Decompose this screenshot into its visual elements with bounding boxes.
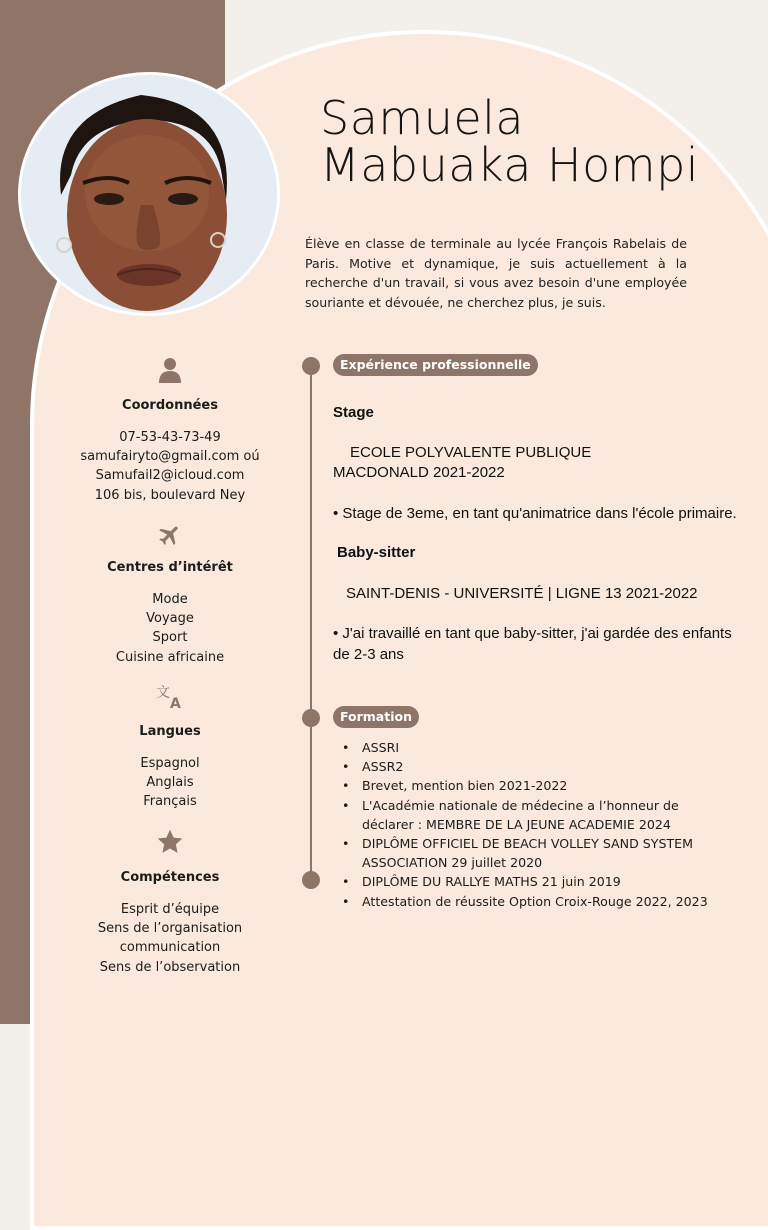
formation-item: • L'Académie nationale de médecine a l’honneur de déclarer : MEMBRE DE LA JEUNE ACADEMIE 2024: [342, 796, 722, 834]
first-name: Samuela: [320, 91, 525, 145]
skill-item: communication: [119, 940, 221, 956]
interest-item: Sport: [152, 630, 188, 646]
job-place-date: MACDONALD 2021-2022: [333, 464, 505, 481]
email-primary: samufairyto@gmail.com oú: [80, 449, 260, 465]
interests-title: Centres d’intérêt: [107, 560, 233, 575]
job-title: Stage: [333, 404, 374, 421]
job-place: SAINT-DENIS - UNIVERSITÉ | LIGNE 13 2021-2022: [346, 585, 698, 602]
job-title: Baby-sitter: [337, 544, 416, 561]
language-item: Anglais: [146, 775, 194, 791]
last-name: Mabuaka Hompi: [320, 138, 700, 192]
translate-icon: [156, 684, 184, 710]
timeline-dot: [302, 709, 320, 727]
star-icon: [156, 828, 184, 856]
formation-item: • Attestation de réussite Option Croix-Rouge 2022, 2023: [342, 892, 722, 911]
formation-item: • DIPLÔME DU RALLYE MATHS 21 juin 2019: [342, 872, 722, 891]
person-icon: [158, 356, 182, 384]
experience-heading: Expérience professionnelle: [333, 354, 538, 376]
skill-item: Esprit d’équipe: [120, 902, 220, 917]
timeline-line: [310, 366, 312, 880]
phone-number: 07-53-43-73-49: [119, 430, 221, 445]
address: 106 bis, boulevard Ney: [94, 487, 246, 503]
timeline-dot: [302, 357, 320, 375]
timeline-dot: [302, 871, 320, 889]
airplane-icon: [157, 522, 183, 548]
languages-title: Langues: [139, 724, 201, 739]
interest-item: Voyage: [146, 611, 194, 627]
svg-text:A: A: [170, 696, 181, 710]
profile-photo: [18, 72, 280, 316]
formation-list: [342, 738, 722, 911]
interest-item: Cuisine africaine: [115, 649, 225, 665]
skills-section: [60, 828, 280, 977]
contact-title: Coordonnées: [122, 398, 218, 413]
language-item: Espagnol: [140, 756, 200, 771]
svg-text:文: 文: [156, 685, 170, 701]
languages-section: [60, 684, 280, 812]
skill-item: Sens de l’observation: [99, 959, 241, 975]
formation-item: • ASSR2: [342, 757, 722, 776]
formation-item: • Brevet, mention bien 2021-2022: [342, 776, 722, 795]
skill-item: Sens de l’organisation: [97, 921, 243, 937]
interest-item: Mode: [152, 592, 188, 607]
languages-lines: [60, 754, 280, 812]
contact-section: [60, 356, 280, 505]
formation-heading: Formation: [333, 706, 419, 728]
job-description: • J'ai travaillé en tant que baby-sitter, j'ai gardée des enfants: [333, 625, 732, 642]
interests-section: [60, 522, 280, 667]
email-secondary: Samufail2@icloud.com: [95, 468, 245, 484]
skills-title: Compétences: [120, 870, 220, 885]
job-place: ECOLE POLYVALENTE PUBLIQUE: [350, 444, 592, 461]
formation-item: • DIPLÔME OFFICIEL DE BEACH VOLLEY SAND SYSTEM ASSOCIATION 29 juillet 2020: [342, 834, 722, 872]
formation-item: • ASSRI: [342, 738, 722, 757]
language-item: Français: [143, 794, 197, 810]
contact-lines: [60, 428, 280, 505]
interests-lines: [60, 590, 280, 667]
job-description: • Stage de 3eme, en tant qu'animatrice dans l'école primaire.: [333, 505, 737, 522]
profile-summary: Élève en classe de terminale au lycée François Rabelais de Paris. Motive et dynamique, je suis actuellement à la recherche d'un travail, si vous avez besoin d'une employée souriante et dévouée, ne cherchez plus, je suis.: [305, 236, 687, 310]
candidate-name: [320, 91, 700, 192]
skills-lines: [60, 900, 280, 977]
job-description-cont: de 2-3 ans: [333, 646, 404, 663]
